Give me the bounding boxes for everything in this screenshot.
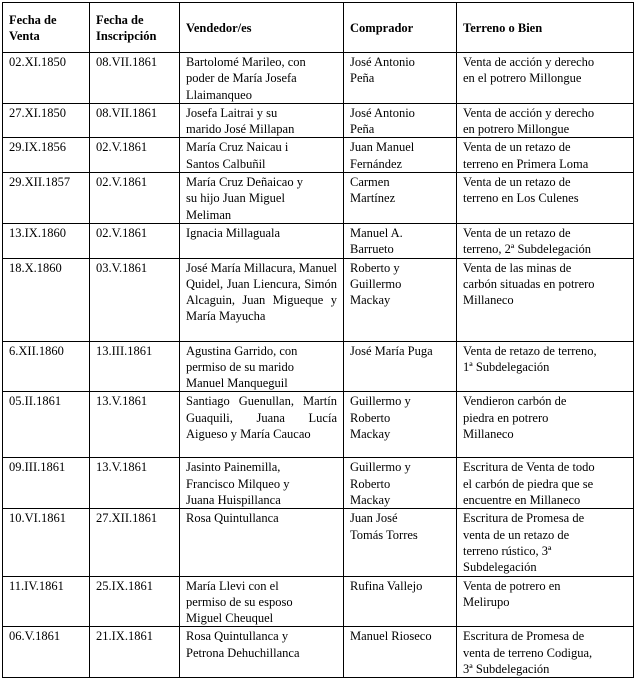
cell-line: Miguel Cheuquel [186, 611, 274, 626]
cell-terreno [457, 103, 634, 138]
cell-line: Peña [350, 71, 375, 86]
cell-vendedores [180, 509, 344, 576]
cell-terreno [457, 138, 634, 173]
table-row [3, 53, 634, 104]
cell-line: María Cruz Deñaicao y [186, 175, 303, 190]
cell-line: Guillermo [350, 276, 402, 291]
cell-line: venta de un retazo de [463, 527, 570, 542]
cell-line: Manuel Manqueguil [186, 376, 288, 391]
cell-line: José Antonio [350, 105, 415, 120]
cell-line: María Llevi con el [186, 578, 279, 593]
cell-fecha-venta: 6.XII.1860 [3, 341, 90, 392]
cell-line: Roberto [350, 410, 391, 425]
cell-line: Carmen [350, 175, 390, 190]
cell-line: venta de terreno Codigua, [463, 645, 593, 660]
cell-line: Juan José [350, 511, 398, 526]
cell-vendedores [180, 576, 344, 627]
cell-line: carbón situadas en potrero [463, 276, 595, 291]
cell-line: terreno en Los Culenes [463, 191, 579, 206]
cell-line: Fernández [350, 156, 403, 171]
cell-line: Jasinto Painemilla, [186, 460, 281, 475]
cell-terreno [457, 576, 634, 627]
table-row [3, 103, 634, 138]
cell-line: Guillermo y [350, 460, 411, 475]
cell-fecha-inscripcion: 13.III.1861 [90, 341, 180, 392]
cell-fecha-inscripcion: 25.IX.1861 [90, 576, 180, 627]
cell-vendedores [180, 627, 344, 678]
cell-fecha-venta: 13.IX.1860 [3, 223, 90, 258]
cell-fecha-venta: 09.III.1861 [3, 458, 90, 509]
cell-terreno [457, 509, 634, 576]
cell-line: Meliman [186, 207, 232, 222]
cell-line: Martínez [350, 191, 396, 206]
cell-line: Escritura de Venta de todo [463, 460, 595, 475]
cell-line: Mackay [350, 427, 391, 442]
cell-fecha-inscripcion: 02.V.1861 [90, 173, 180, 224]
cell-terreno [457, 627, 634, 678]
header-comprador: Comprador [344, 3, 457, 53]
cell-vendedores: Santiago Guenullan, Martín Guaquili, Juana Lucía Aigueso y María Caucao [180, 392, 344, 458]
cell-fecha-inscripcion: 03.V.1861 [90, 258, 180, 341]
cell-line: poder de María Josefa [186, 71, 297, 86]
cell-line: Ignacia Millaguala [186, 225, 281, 240]
cell-line: permiso de su esposo [186, 594, 293, 609]
cell-fecha-inscripcion: 13.V.1861 [90, 458, 180, 509]
header-vendedores: Vendedor/es [180, 3, 344, 53]
cell-line: el carbón de piedra que se [463, 476, 594, 491]
table-row [3, 138, 634, 173]
cell-comprador [344, 509, 457, 576]
cell-line: Mackay [350, 293, 391, 308]
cell-terreno [457, 392, 634, 458]
cell-terreno [457, 173, 634, 224]
header-line: Fecha de [9, 12, 57, 27]
cell-fecha-venta: 06.V.1861 [3, 627, 90, 678]
cell-comprador [344, 458, 457, 509]
cell-line: Roberto [350, 476, 391, 491]
cell-fecha-venta: 18.X.1860 [3, 258, 90, 341]
cell-line: Santos Calbuñil [186, 156, 266, 171]
cell-line: Venta de acción y derecho [463, 55, 595, 69]
cell-line: en potrero Millongue [463, 122, 570, 137]
cell-fecha-venta: 05.II.1861 [3, 392, 90, 458]
cell-line: Tomás Torres [350, 527, 418, 542]
header-line: Inscripción [96, 29, 157, 43]
cell-line: Venta de un retazo de [463, 140, 571, 155]
cell-line: Manuel Rioseco [350, 629, 432, 644]
table-row [3, 627, 634, 678]
cell-line: piedra en potrero [463, 410, 549, 425]
cell-line: Subdelegación [463, 560, 537, 575]
table-row [3, 458, 634, 509]
cell-terreno [457, 341, 634, 392]
cell-comprador [344, 392, 457, 458]
cell-line: 1ª Subdelegación [463, 359, 550, 374]
table-row [3, 173, 634, 224]
cell-line: Petrona Dehuchillanca [186, 645, 300, 660]
cell-line: Juan Manuel [350, 140, 415, 155]
cell-fecha-venta: 10.VI.1861 [3, 509, 90, 576]
cell-fecha-venta: 29.IX.1856 [3, 138, 90, 173]
cell-line: 3ª Subdelegación [463, 662, 550, 677]
cell-fecha-inscripcion: 08.VII.1861 [90, 53, 180, 104]
cell-line: en el potrero Millongue [463, 71, 582, 86]
cell-line: Venta de acción y derecho [463, 105, 595, 120]
cell-comprador [344, 103, 457, 138]
cell-line: Escritura de Promesa de [463, 629, 585, 644]
cell-line: Barrueto [350, 242, 394, 257]
cell-comprador [344, 53, 457, 104]
cell-vendedores [180, 223, 344, 258]
cell-terreno [457, 53, 634, 104]
cell-vendedores [180, 103, 344, 138]
cell-comprador [344, 576, 457, 627]
cell-comprador [344, 627, 457, 678]
cell-comprador [344, 341, 457, 392]
header-fecha-inscripcion [90, 3, 180, 53]
cell-line: Agustina Garrido, con [186, 343, 298, 358]
cell-line: terreno en Primera Loma [463, 156, 589, 171]
cell-line: Manuel A. [350, 225, 403, 240]
cell-line: terreno rústico, 3ª [463, 543, 552, 558]
table-row [3, 576, 634, 627]
cell-line: Rosa Quintullanca y [186, 629, 289, 644]
cell-line: Rufina Vallejo [350, 578, 423, 593]
cell-fecha-inscripcion: 08.VII.1861 [90, 103, 180, 138]
cell-comprador [344, 173, 457, 224]
cell-vendedores [180, 458, 344, 509]
cell-terreno [457, 258, 634, 341]
cell-line: Juana Huispillanca [186, 493, 281, 508]
header-line: Fecha de [96, 12, 144, 27]
cell-line: María Cruz Naicau i [186, 140, 289, 155]
cell-fecha-venta: 02.XI.1850 [3, 53, 90, 104]
cell-line: Escritura de Promesa de [463, 511, 585, 526]
cell-line: Millaneco [463, 293, 514, 308]
cell-line: encuentre en Millaneco [463, 493, 581, 508]
cell-line: Mackay [350, 493, 391, 508]
header-row [3, 3, 634, 53]
cell-line: Millaneco [463, 427, 514, 442]
cell-fecha-inscripcion: 21.IX.1861 [90, 627, 180, 678]
cell-line: Venta de un retazo de [463, 225, 571, 240]
cell-line: marido José Millapan [186, 122, 295, 137]
cell-fecha-venta: 11.IV.1861 [3, 576, 90, 627]
header-terreno: Terreno o Bien [457, 3, 634, 53]
cell-line: Venta de las minas de [463, 260, 572, 275]
cell-line: Francisco Milqueo y [186, 476, 290, 491]
cell-fecha-venta: 27.XI.1850 [3, 103, 90, 138]
cell-line: permiso de su marido [186, 359, 294, 374]
cell-vendedores [180, 53, 344, 104]
table-row [3, 509, 634, 576]
cell-fecha-inscripcion: 13.V.1861 [90, 392, 180, 458]
table-row [3, 223, 634, 258]
cell-line: Guillermo y [350, 394, 411, 409]
cell-line: terreno, 2ª Subdelegación [463, 242, 592, 257]
cell-fecha-inscripcion: 27.XII.1861 [90, 509, 180, 576]
table-row [3, 341, 634, 392]
table-row [3, 392, 634, 458]
cell-fecha-inscripcion: 02.V.1861 [90, 223, 180, 258]
cell-line: José Antonio [350, 55, 415, 69]
land-sales-table [2, 2, 634, 678]
header-fecha-venta [3, 3, 90, 53]
cell-line: Vendieron carbón de [463, 394, 567, 409]
cell-terreno [457, 223, 634, 258]
cell-line: Roberto y [350, 260, 400, 275]
cell-line: Melirupo [463, 594, 510, 609]
cell-line: Peña [350, 122, 375, 137]
cell-line: Rosa Quintullanca [186, 511, 279, 526]
cell-vendedores [180, 138, 344, 173]
cell-line: Venta de potrero en [463, 578, 561, 593]
cell-line: Bartolomé Marileo, con [186, 55, 306, 69]
table-row [3, 258, 634, 341]
cell-fecha-inscripcion: 02.V.1861 [90, 138, 180, 173]
cell-line: Venta de un retazo de [463, 175, 571, 190]
cell-vendedores: José María Millacura, Manuel Quidel, Juan Liencura, Simón Alcaguin, Juan Migueque y María Mayucha [180, 258, 344, 341]
cell-line: Venta de retazo de terreno, [463, 343, 597, 358]
cell-comprador [344, 258, 457, 341]
header-line: Venta [9, 29, 40, 43]
cell-comprador [344, 223, 457, 258]
cell-line: José María Puga [350, 343, 433, 358]
cell-comprador [344, 138, 457, 173]
cell-line: Llaimanqueo [186, 87, 252, 102]
cell-vendedores [180, 341, 344, 392]
cell-terreno [457, 458, 634, 509]
cell-fecha-venta: 29.XII.1857 [3, 173, 90, 224]
cell-vendedores [180, 173, 344, 224]
cell-line: Josefa Laitrai y su [186, 105, 278, 120]
cell-line: su hijo Juan Miguel [186, 191, 285, 206]
